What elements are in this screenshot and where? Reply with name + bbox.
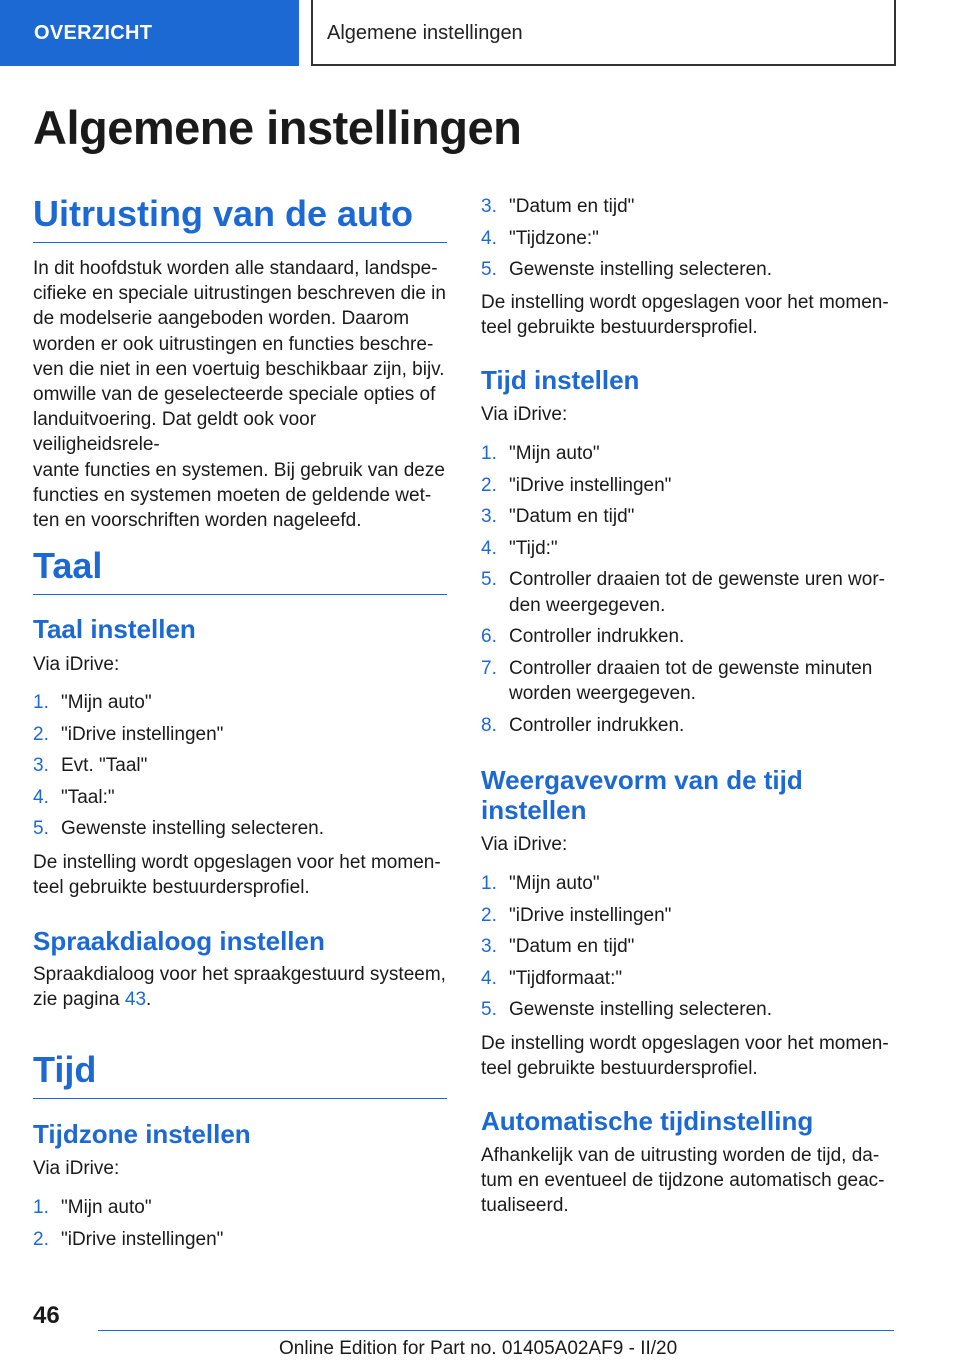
chapter-title: Algemene instellingen xyxy=(311,0,896,66)
list-item: 7. Controller draaien tot de gewenste minuten worden weergegeven. xyxy=(481,657,873,704)
list-item: 3. Evt. "Taal" xyxy=(33,755,148,777)
heading-voice-dialog: Spraakdialoog instellen xyxy=(33,926,325,956)
set-time-steps xyxy=(481,441,895,744)
page-header xyxy=(0,0,960,66)
list-item: 4. "Tijd:" xyxy=(481,537,558,559)
list-item: 4. "Tijdformaat:" xyxy=(481,967,623,989)
language-note: De instelling wordt opgeslagen voor het momen‐ teel gebruikte bestuurdersprofiel. xyxy=(33,852,441,899)
edition-text: Online Edition for Part no. 01405A02AF9 - II/20 xyxy=(279,1338,678,1359)
timezone-steps xyxy=(33,1195,447,1258)
timezone-note: De instelling wordt opgeslagen voor het momen‐ teel gebruikte bestuurdersprofiel. xyxy=(481,292,889,339)
list-item: 2. "iDrive instellingen" xyxy=(481,474,672,496)
via-idrive: Via iDrive: xyxy=(33,1158,120,1179)
list-item: 1. "Mijn auto" xyxy=(33,1197,152,1218)
list-item: 3. "Datum en tijd" xyxy=(481,506,635,528)
voice-paragraph: Spraakdialoog voor het spraakgestuurd systeem, zie pagina 43. xyxy=(33,964,446,1011)
page-title: Algemene instellingen xyxy=(33,101,522,154)
page-link[interactable]: 43 xyxy=(124,989,147,1011)
list-item: 6. Controller indrukken. xyxy=(481,626,685,648)
list-item: 5. Gewenste instelling selecteren. xyxy=(481,259,772,281)
heading-language: Taal xyxy=(33,544,447,595)
list-item: 1. "Mijn auto" xyxy=(33,692,152,713)
footer-divider xyxy=(98,1330,894,1331)
page-number: 46 xyxy=(33,1302,60,1329)
via-idrive: Via iDrive: xyxy=(481,404,568,425)
via-idrive: Via iDrive: xyxy=(481,834,568,855)
language-steps xyxy=(33,690,447,848)
timezone-steps-continued xyxy=(481,194,895,289)
list-item: 3. "Datum en tijd" xyxy=(481,936,635,958)
list-item: 5. Gewenste instelling selecteren. xyxy=(33,818,324,840)
heading-set-time: Tijd instellen xyxy=(481,365,640,395)
time-format-note: De instelling wordt opgeslagen voor het momen‐ teel gebruikte bestuurdersprofiel. xyxy=(481,1033,889,1080)
list-item: 5. Gewenste instelling selecteren. xyxy=(481,999,772,1021)
list-item: 2. "iDrive instellingen" xyxy=(33,1228,224,1250)
list-item: 1. "Mijn auto" xyxy=(481,873,600,894)
list-item: 5. Controller draaien tot de gewenste uren wor‐ den weergegeven. xyxy=(481,569,885,616)
heading-equipment: Uitrusting van de auto xyxy=(33,192,447,243)
heading-set-language: Taal instellen xyxy=(33,614,196,644)
heading-time: Tijd xyxy=(33,1048,447,1099)
list-item: 2. "iDrive instellingen" xyxy=(33,723,224,745)
via-idrive: Via iDrive: xyxy=(33,654,120,675)
auto-time-paragraph: Afhankelijk van de uitrusting worden de tijd, da‐ tum en eventueel de tijdzone automatisch geac‐ tualiseerd. xyxy=(481,1145,885,1217)
list-item: 3. "Datum en tijd" xyxy=(481,196,635,217)
equipment-paragraph: In dit hoofdstuk worden alle standaard, landspe‐ cifieke en speciale uitrustingen beschreven die in de modelserie aangeboden worden. Daarom worden er ook uitrustingen en functies beschre‐ ven die niet in een voertuig beschikbaar zijn, bijv. omwille van de geselecteerde speciale opties of landuitvoering. Dat geldt ook voor veiligheidsrele‐ vante functies en systemen. Bij gebruik van deze functies en systemen moeten de geldende wet‐ ten en voorschriften worden nageleefd. xyxy=(33,258,446,532)
list-item: 2. "iDrive instellingen" xyxy=(481,904,672,926)
list-item: 4. "Taal:" xyxy=(33,786,115,808)
section-tab[interactable]: OVERZICHT xyxy=(0,0,299,66)
list-item: 1. "Mijn auto" xyxy=(481,443,600,464)
heading-time-format: Weergavevorm van de tijd instellen xyxy=(481,765,803,825)
list-item: 4. "Tijdzone:" xyxy=(481,227,599,249)
time-format-steps xyxy=(481,871,895,1029)
heading-timezone: Tijdzone instellen xyxy=(33,1119,251,1149)
heading-auto-time: Automatische tijdinstelling xyxy=(481,1106,814,1136)
list-item: 8. Controller indrukken. xyxy=(481,714,685,736)
